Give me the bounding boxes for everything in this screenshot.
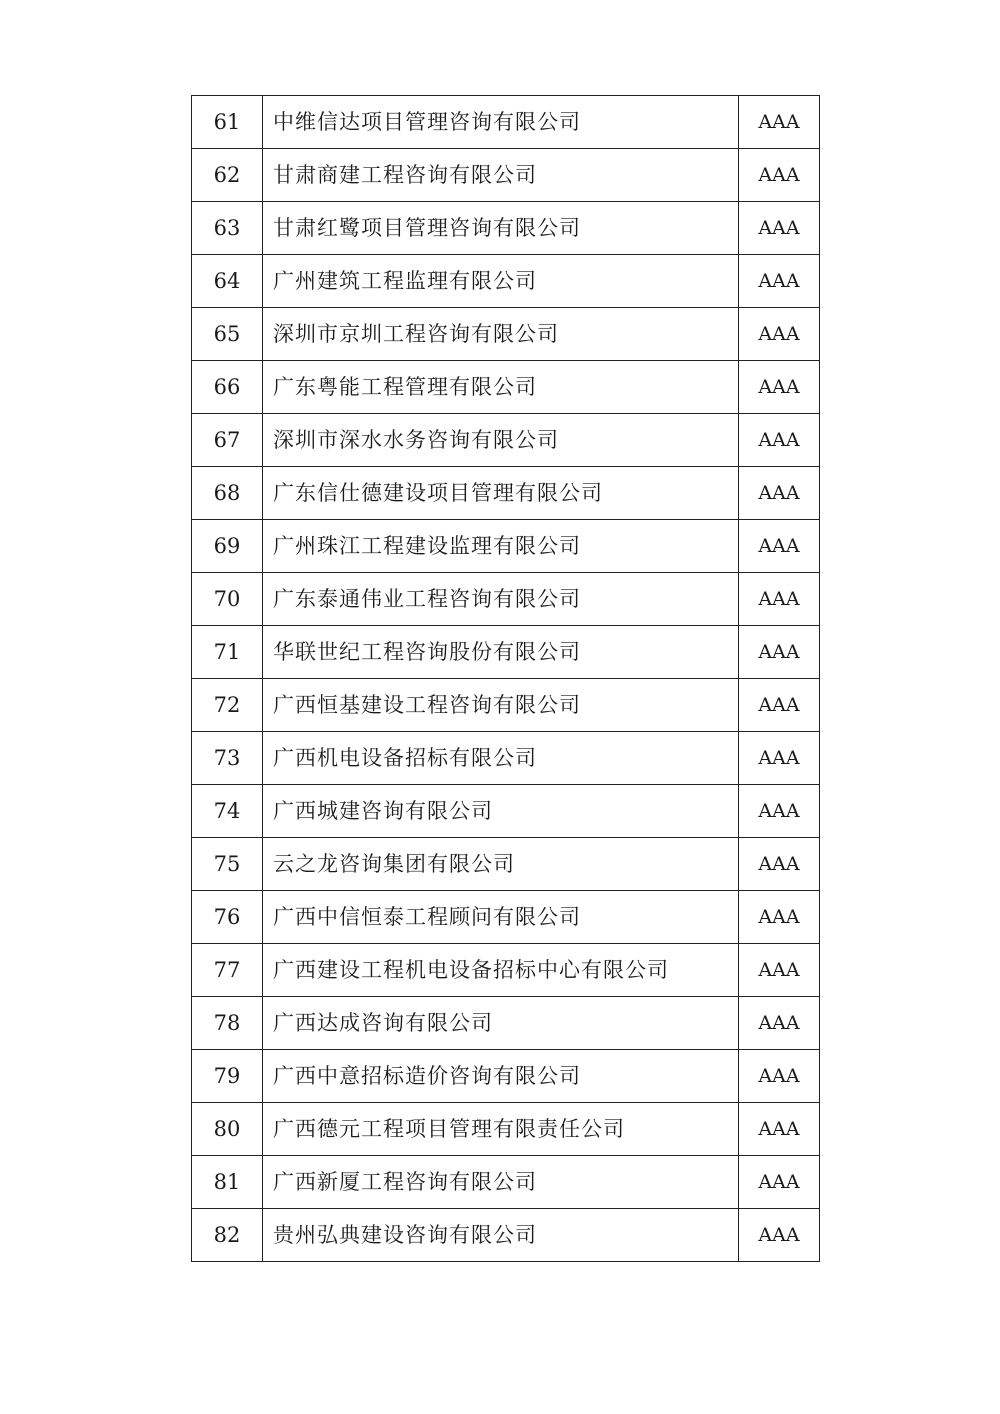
- table-row: [192, 997, 820, 1050]
- company-name-cell: 广州建筑工程监理有限公司: [263, 255, 739, 308]
- credit-rating-cell: AAA: [739, 467, 820, 520]
- company-name-cell: 云之龙咨询集团有限公司: [263, 838, 739, 891]
- row-number-cell: 68: [192, 467, 263, 520]
- table-row: [192, 679, 820, 732]
- row-number-cell: 72: [192, 679, 263, 732]
- credit-rating-cell: AAA: [739, 1103, 820, 1156]
- row-number-cell: 64: [192, 255, 263, 308]
- company-name-cell: 广州珠江工程建设监理有限公司: [263, 520, 739, 573]
- company-name-cell: 广西建设工程机电设备招标中心有限公司: [263, 944, 739, 997]
- credit-rating-cell: AAA: [739, 255, 820, 308]
- row-number-cell: 69: [192, 520, 263, 573]
- credit-rating-cell: AAA: [739, 732, 820, 785]
- credit-rating-cell: AAA: [739, 785, 820, 838]
- credit-rating-cell: AAA: [739, 414, 820, 467]
- row-number-cell: 70: [192, 573, 263, 626]
- table-row: [192, 202, 820, 255]
- credit-rating-cell: AAA: [739, 944, 820, 997]
- row-number-cell: 66: [192, 361, 263, 414]
- row-number-cell: 65: [192, 308, 263, 361]
- row-number-cell: 71: [192, 626, 263, 679]
- company-name-cell: 广西新厦工程咨询有限公司: [263, 1156, 739, 1209]
- company-name-cell: 广东泰通伟业工程咨询有限公司: [263, 573, 739, 626]
- company-name-cell: 广西机电设备招标有限公司: [263, 732, 739, 785]
- row-number-cell: 82: [192, 1209, 263, 1262]
- company-rating-table: [191, 95, 820, 1262]
- row-number-cell: 61: [192, 96, 263, 149]
- credit-rating-cell: AAA: [739, 202, 820, 255]
- company-name-cell: 广西城建咨询有限公司: [263, 785, 739, 838]
- table-row: [192, 785, 820, 838]
- credit-rating-cell: AAA: [739, 149, 820, 202]
- company-name-cell: 广东粤能工程管理有限公司: [263, 361, 739, 414]
- company-name-cell: 广西达成咨询有限公司: [263, 997, 739, 1050]
- table-row: [192, 255, 820, 308]
- row-number-cell: 78: [192, 997, 263, 1050]
- company-name-cell: 深圳市京圳工程咨询有限公司: [263, 308, 739, 361]
- table-row: [192, 626, 820, 679]
- row-number-cell: 67: [192, 414, 263, 467]
- company-name-cell: 广西中意招标造价咨询有限公司: [263, 1050, 739, 1103]
- table-row: [192, 96, 820, 149]
- credit-rating-cell: AAA: [739, 679, 820, 732]
- company-name-cell: 贵州弘典建设咨询有限公司: [263, 1209, 739, 1262]
- table-row: [192, 414, 820, 467]
- table-body: [192, 96, 820, 1262]
- table-row: [192, 1156, 820, 1209]
- credit-rating-cell: AAA: [739, 520, 820, 573]
- credit-rating-cell: AAA: [739, 1209, 820, 1262]
- table-row: [192, 149, 820, 202]
- credit-rating-cell: AAA: [739, 573, 820, 626]
- company-name-cell: 华联世纪工程咨询股份有限公司: [263, 626, 739, 679]
- company-name-cell: 甘肃红鹭项目管理咨询有限公司: [263, 202, 739, 255]
- table-row: [192, 891, 820, 944]
- table-row: [192, 944, 820, 997]
- company-name-cell: 中维信达项目管理咨询有限公司: [263, 96, 739, 149]
- table-row: [192, 520, 820, 573]
- table-row: [192, 573, 820, 626]
- company-name-cell: 深圳市深水水务咨询有限公司: [263, 414, 739, 467]
- credit-rating-cell: AAA: [739, 891, 820, 944]
- row-number-cell: 81: [192, 1156, 263, 1209]
- company-name-cell: 广东信仕德建设项目管理有限公司: [263, 467, 739, 520]
- row-number-cell: 77: [192, 944, 263, 997]
- credit-rating-cell: AAA: [739, 308, 820, 361]
- company-name-cell: 广西中信恒泰工程顾问有限公司: [263, 891, 739, 944]
- company-name-cell: 甘肃商建工程咨询有限公司: [263, 149, 739, 202]
- credit-rating-cell: AAA: [739, 96, 820, 149]
- row-number-cell: 76: [192, 891, 263, 944]
- credit-rating-cell: AAA: [739, 1050, 820, 1103]
- credit-rating-cell: AAA: [739, 838, 820, 891]
- table-row: [192, 1209, 820, 1262]
- credit-rating-cell: AAA: [739, 997, 820, 1050]
- credit-rating-cell: AAA: [739, 626, 820, 679]
- row-number-cell: 74: [192, 785, 263, 838]
- table-row: [192, 308, 820, 361]
- table-row: [192, 1050, 820, 1103]
- row-number-cell: 73: [192, 732, 263, 785]
- row-number-cell: 63: [192, 202, 263, 255]
- table-row: [192, 838, 820, 891]
- credit-rating-cell: AAA: [739, 361, 820, 414]
- row-number-cell: 80: [192, 1103, 263, 1156]
- table-row: [192, 467, 820, 520]
- table-row: [192, 1103, 820, 1156]
- row-number-cell: 62: [192, 149, 263, 202]
- table-row: [192, 732, 820, 785]
- row-number-cell: 75: [192, 838, 263, 891]
- company-name-cell: 广西德元工程项目管理有限责任公司: [263, 1103, 739, 1156]
- table-row: [192, 361, 820, 414]
- company-name-cell: 广西恒基建设工程咨询有限公司: [263, 679, 739, 732]
- credit-rating-cell: AAA: [739, 1156, 820, 1209]
- row-number-cell: 79: [192, 1050, 263, 1103]
